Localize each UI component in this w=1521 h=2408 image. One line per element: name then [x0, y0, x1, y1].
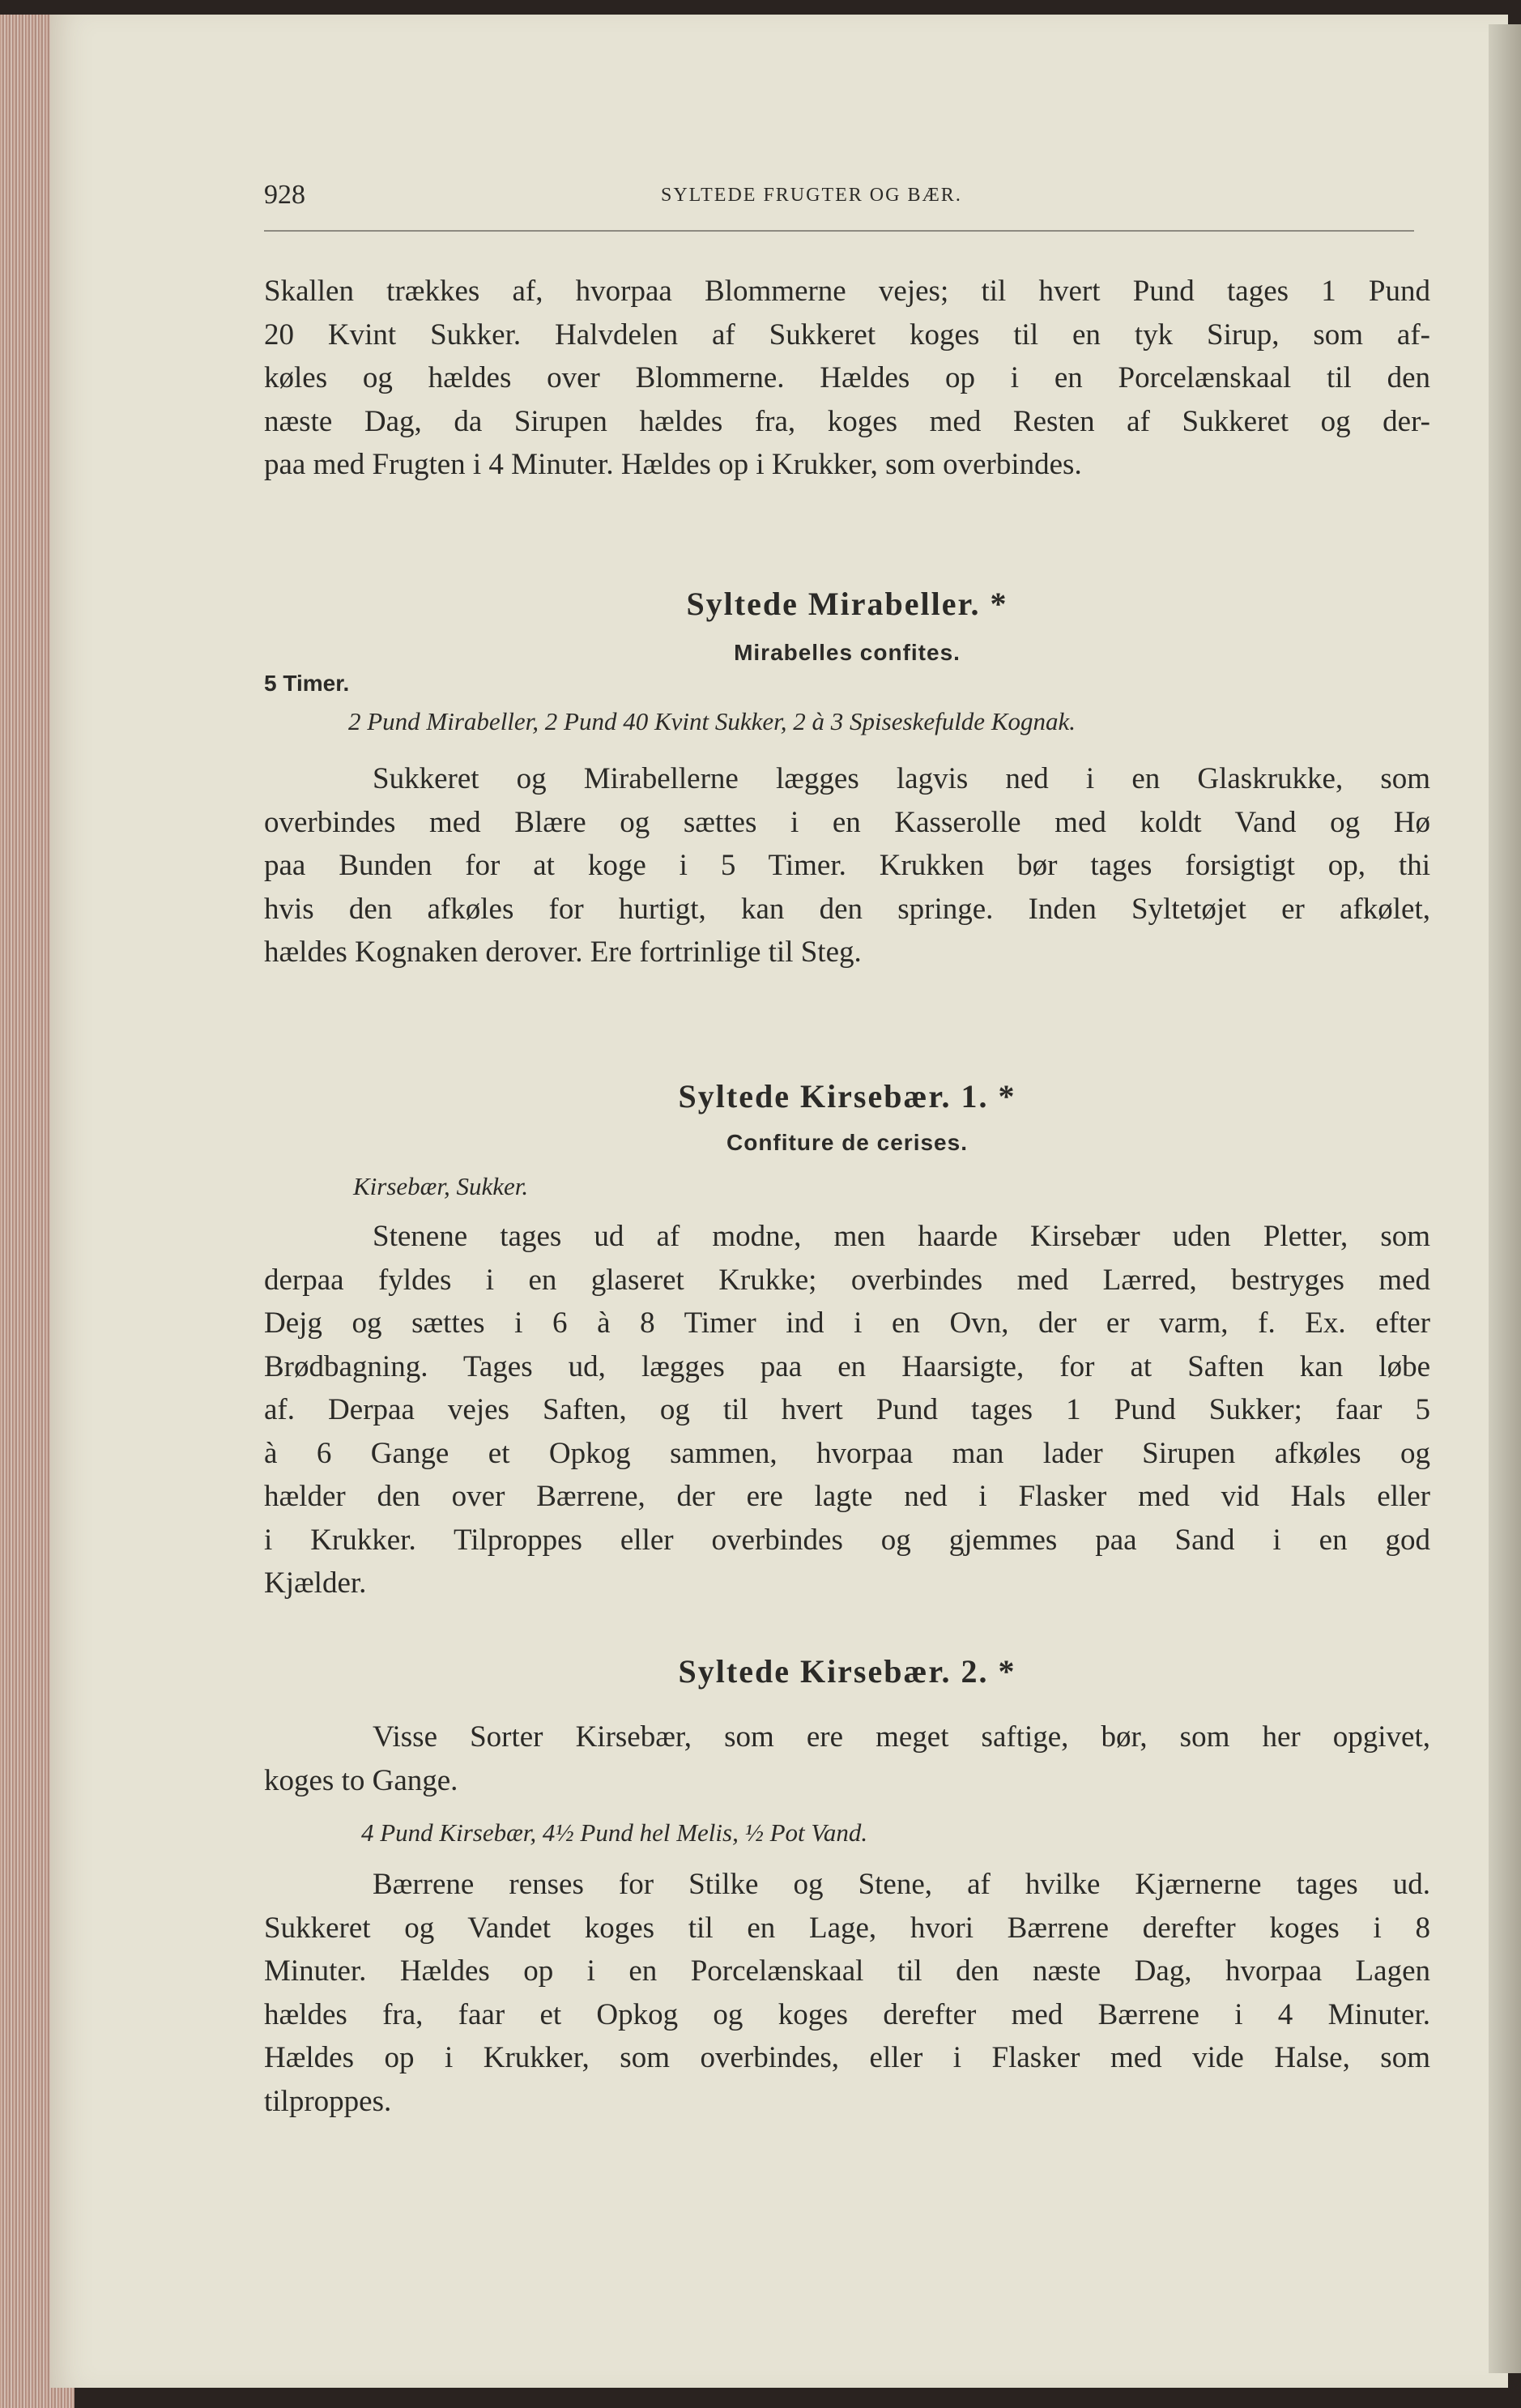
ingredients-mirabeller: 2 Pund Mirabeller, 2 Pund 40 Kvint Sukker, 2 à 3 Spiseskefulde Kognak. — [348, 707, 1076, 735]
text-line: Sukkeret og Mirabellerne lægges lagvis ned i en Glaskrukke, som — [373, 762, 1430, 795]
text-line: Sukkeret og Vandet koges til en Lage, hvori Bærrene derefter koges i 8 — [264, 1911, 1430, 1945]
text-line: paa med Frugten i 4 Minuter. Hældes op i Krukker, som overbindes. — [264, 448, 1082, 481]
text-line: Visse Sorter Kirsebær, som ere meget saftige, bør, som her opgivet, — [373, 1720, 1430, 1754]
text-line: Minuter. Hældes op i en Porcelænskaal til den næste Dag, hvorpaa Lagen — [264, 1954, 1430, 1988]
text-line: paa Bunden for at koge i 5 Timer. Krukken bør tages forsigtigt op, thi — [264, 849, 1430, 882]
text-line: 20 Kvint Sukker. Halvdelen af Sukkeret koges til en tyk Sirup, som af- — [264, 318, 1430, 352]
recipe-title-kirsebaer-1: Syltede Kirsebær. 1. * — [678, 1078, 1016, 1114]
ingredients-kirsebaer-1: Kirsebær, Sukker. — [353, 1172, 529, 1200]
method-mirabeller — [264, 757, 1430, 974]
method-kirsebaer-2 — [264, 1863, 1430, 2123]
text-line: hældes Kognaken derover. Ere fortrinlige til Steg. — [264, 935, 862, 969]
ingredients-kirsebaer-2: 4 Pund Kirsebær, 4½ Pund hel Melis, ½ Pot Vand. — [361, 1818, 868, 1847]
text-line: Brødbagning. Tages ud, lægges paa en Haarsigte, for at Saften kan løbe — [264, 1349, 1430, 1383]
recipe-title-kirsebaer-2: Syltede Kirsebær. 2. * — [678, 1653, 1016, 1690]
text-line: tilproppes. — [264, 2084, 392, 2118]
recipe-title-mirabeller: Syltede Mirabeller. * — [686, 586, 1008, 622]
running-head: SYLTEDE FRUGTER OG BÆR. — [661, 185, 962, 206]
text-line: næste Dag, da Sirupen hældes fra, koges med Resten af Sukkeret og der- — [264, 404, 1430, 438]
text-line: Kjælder. — [264, 1566, 367, 1600]
text-line: Stenene tages ud af modne, men haarde Kirsebær uden Pletter, som — [373, 1220, 1430, 1253]
page-number: 928 — [264, 180, 305, 210]
intro-kirsebaer-2 — [264, 1715, 1430, 1802]
text-line: hvis den afkøles for hurtigt, kan den springe. Inden Syltetøjet er afkølet, — [264, 892, 1430, 926]
page-header — [264, 180, 1414, 228]
text-line: overbindes med Blære og sættes i en Kasserolle med koldt Vand og Hø — [264, 805, 1430, 839]
text-line: koges to Gange. — [264, 1763, 458, 1797]
text-line: Bærrene renses for Stilke og Stene, af hvilke Kjærnerne tages ud. — [373, 1868, 1430, 1901]
text-line: køles og hældes over Blommerne. Hældes op i en Porcelænskaal til den — [264, 361, 1430, 394]
method-kirsebaer-1 — [264, 1215, 1430, 1605]
header-divider — [264, 230, 1414, 232]
text-line: derpaa fyldes i en glaseret Krukke; overbindes med Lærred, bestryges med — [264, 1263, 1430, 1297]
recipe-subtitle-mirabeller: Mirabelles confites. — [734, 640, 961, 665]
text-line: à 6 Gange et Opkog sammen, hvorpaa man lader Sirupen afkøles og — [264, 1436, 1430, 1470]
book-binding-shadow — [1489, 24, 1521, 2373]
text-line: Dejg og sættes i 6 à 8 Timer ind i en Ovn, der er varm, f. Ex. efter — [264, 1306, 1430, 1340]
text-line: Skallen trækkes af, hvorpaa Blommerne vejes; til hvert Pund tages 1 Pund — [264, 275, 1430, 308]
text-line: Hældes op i Krukker, som overbindes, eller i Flasker med vide Halse, som — [264, 2041, 1430, 2074]
intro-paragraph — [264, 270, 1430, 487]
recipe-time: 5 Timer. — [264, 671, 350, 696]
recipe-subtitle-kirsebaer-1: Confiture de cerises. — [726, 1130, 968, 1155]
text-line: hælder den over Bærrene, der ere lagte ned i Flasker med vid Hals eller — [264, 1480, 1430, 1513]
text-line: i Krukker. Tilproppes eller overbindes og gjemmes paa Sand i en god — [264, 1523, 1430, 1557]
text-line: hældes fra, faar et Opkog og koges derefter med Bærrene i 4 Minuter. — [264, 1997, 1430, 2031]
text-line: af. Derpaa vejes Saften, og til hvert Pund tages 1 Pund Sukker; faar 5 — [264, 1393, 1430, 1426]
